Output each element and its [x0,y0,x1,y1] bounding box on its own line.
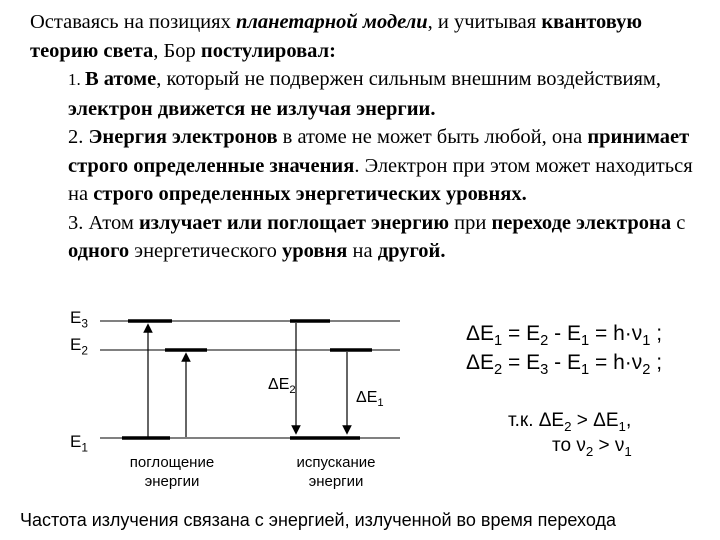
label-e3: $E_3$ [70,308,88,331]
label-e2: $E_2$ [70,335,88,358]
postulate-3-bold: уровня [282,240,348,262]
postulate-3-bold: одного [68,240,130,262]
postulate-1 [30,65,710,123]
intro-quantum-theory: квантовую теорию света [30,11,643,62]
comparison-frequency: то $\nu_2 > \nu_1$ [552,435,632,459]
formula-delta-e1: $\Delta E_1 = E_2 - E_1 = h\cdot\nu_1$ ; [466,322,663,350]
footer-text: Частота излучения связана с энергией, излученной во время перехода [20,510,616,530]
label-absorption: поглощение энергии [129,454,215,490]
postulate-2-text: в атоме не может быть любой, она [277,126,588,148]
postulate-1-bold: электрон движется не излучая энергии. [68,97,436,120]
postulates-text [30,8,710,266]
postulate-3-text: с [671,211,686,234]
postulate-2-bold: Энергия электронов [88,126,278,148]
label-delta-e1: $\Delta E_1$ [356,389,384,410]
intro-text: Оставаясь на позициях [30,11,236,33]
postulate-3-text: энергетического [129,240,283,262]
label-e1: $E_1$ [70,432,88,455]
intro-text: , Бор [153,39,201,62]
postulate-3-text: на [347,240,378,262]
postulate-3-text: Атом [88,211,139,234]
label-emission: испускание энергии [296,454,376,490]
postulate-1-text: , который не подвержен сильным внешним воздействиям, [156,68,662,90]
postulate-3-bold: переходе электрона [491,211,672,234]
postulate-number: 1. [68,70,85,89]
postulate-2-bold: строго определенных энергетических уровнях. [93,183,527,205]
intro-postulated: постулировал: [200,39,336,62]
postulate-1-bold: В атоме [85,68,157,90]
intro-planetary-model: планетарной модели [235,11,428,33]
postulate-3 [30,209,710,266]
postulate-number: 3. [68,211,89,234]
intro-text: , и учитывая [427,11,542,33]
postulate-2-text: . Электрон при этом может находиться на [68,154,693,205]
postulate-2 [30,123,710,209]
postulate-3-text: при [448,211,492,234]
comparison-energy: т.к. $\Delta E_2 > \Delta E_1$, [508,410,632,434]
intro-paragraph [30,8,710,65]
postulate-3-bold: излучает или поглощает энергию [138,211,449,234]
postulate-3-bold: другой. [377,240,446,262]
formula-delta-e2: $\Delta E_2 = E_3 - E_1 = h\cdot\nu_2$ ; [466,351,663,379]
label-delta-e2: $\Delta E_2$ [268,376,296,397]
postulate-number: 2. [68,126,89,148]
postulate-2-bold: принимает строго определенные значения [68,126,690,177]
